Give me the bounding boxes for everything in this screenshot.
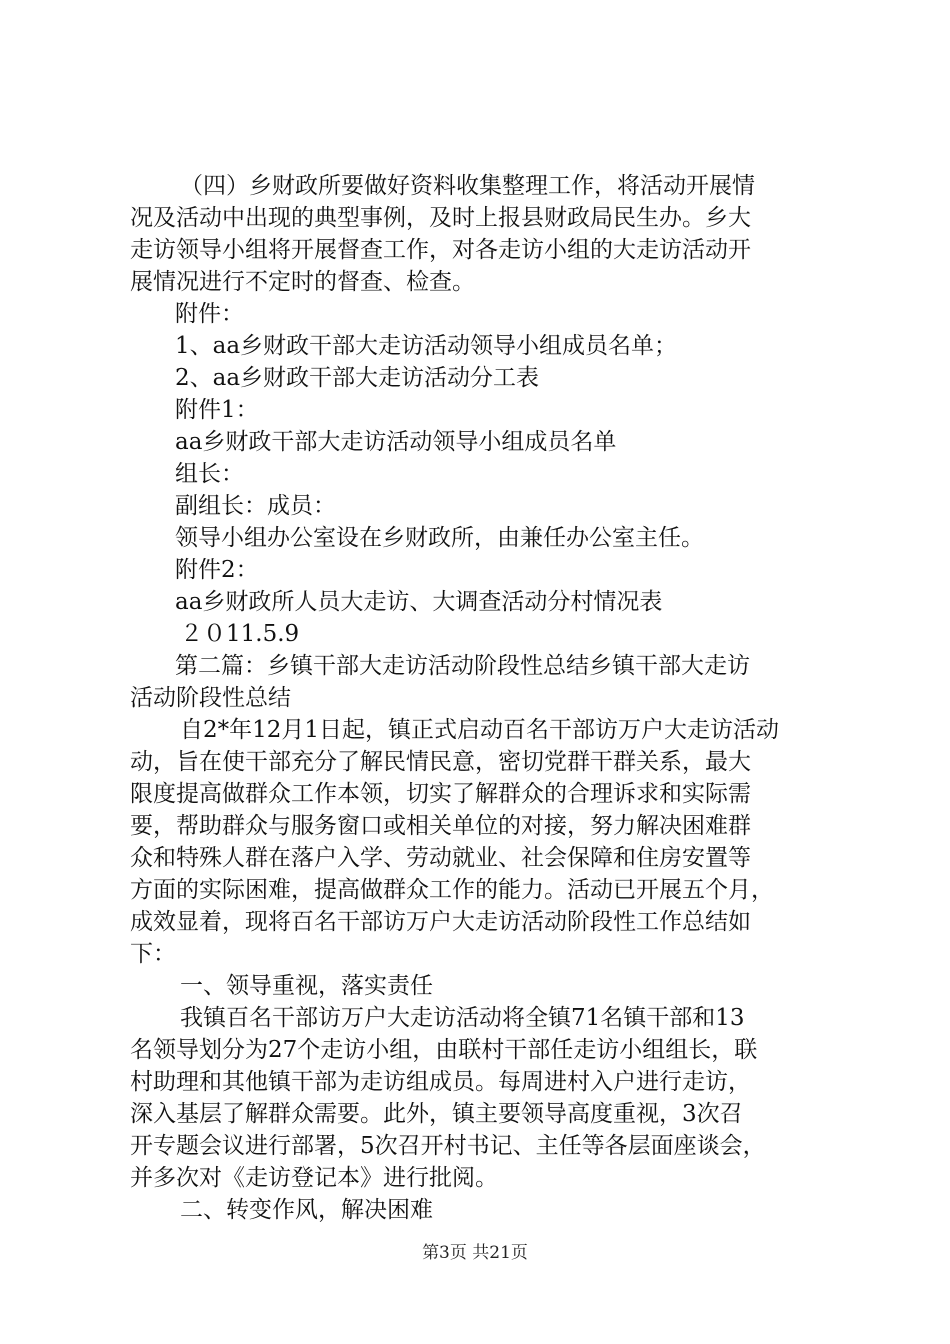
text-line: 限度提高做群众工作本领，切实了解群众的合理诉求和实际需: [130, 781, 751, 807]
text-line: 附件：: [175, 301, 244, 327]
text-line: aa乡财政干部大走访活动领导小组成员名单: [175, 429, 617, 455]
text-line: 自2*年12月1日起，镇正式启动百名干部访万户大走访活动: [180, 717, 780, 743]
text-line: 方面的实际困难，提高做群众工作的能力。活动已开展五个月，: [130, 877, 774, 903]
text-line: 况及活动中出现的典型事例，及时上报县财政局民生办。乡大: [130, 205, 751, 231]
text-line: 村助理和其他镇干部为走访组成员。每周进村入户进行走访，: [130, 1069, 751, 1095]
text-line: aa乡财政所人员大走访、大调查活动分村情况表: [175, 589, 663, 615]
text-line: 开专题会议进行部署，5次召开村书记、主任等各层面座谈会，: [130, 1133, 766, 1159]
text-line: 走访领导小组将开展督查工作，对各走访小组的大走访活动开: [130, 237, 751, 263]
text-line: 展情况进行不定时的督查、检查。: [130, 269, 475, 295]
text-line: 领导小组办公室设在乡财政所，由兼任办公室主任。: [175, 525, 704, 551]
section-heading: 一、领导重视，落实责任: [180, 973, 433, 999]
page-footer: 第3页 共21页: [422, 1243, 528, 1263]
text-line: （四）乡财政所要做好资料收集整理工作，将活动开展情: [180, 173, 755, 199]
text-line: 要，帮助群众与服务窗口或相关单位的对接，努力解决困难群: [130, 813, 751, 839]
text-line: 名领导划分为27个走访小组，由联村干部任走访小组组长，联: [130, 1037, 758, 1063]
text-line: 副组长：成员：: [175, 493, 336, 519]
text-line: 附件2：: [175, 557, 259, 583]
text-line: 组长：: [175, 461, 244, 487]
text-line: 我镇百名干部访万户大走访活动将全镇71名镇干部和13: [180, 1005, 745, 1031]
text-line: 下：: [130, 941, 176, 967]
section-heading: 第二篇：乡镇干部大走访活动阶段性总结乡镇干部大走访: [175, 653, 750, 679]
date-line: ２０11.5.9: [180, 621, 300, 647]
text-line: 1、aa乡财政干部大走访活动领导小组成员名单；: [175, 333, 678, 359]
text-line: 活动阶段性总结: [130, 685, 291, 711]
text-line: 动，旨在使干部充分了解民情民意，密切党群干群关系，最大: [130, 749, 751, 775]
text-line: 附件1：: [175, 397, 259, 423]
text-line: 并多次对《走访登记本》进行批阅。: [130, 1165, 498, 1191]
text-line: 2、aa乡财政干部大走访活动分工表: [175, 365, 540, 391]
section-heading: 二、转变作风，解决困难: [180, 1197, 433, 1223]
text-line: 深入基层了解群众需要。此外，镇主要领导高度重视，3次召: [130, 1101, 743, 1127]
text-line: 成效显着，现将百名干部访万户大走访活动阶段性工作总结如: [130, 909, 751, 935]
text-line: 众和特殊人群在落户入学、劳动就业、社会保障和住房安置等: [130, 845, 751, 871]
